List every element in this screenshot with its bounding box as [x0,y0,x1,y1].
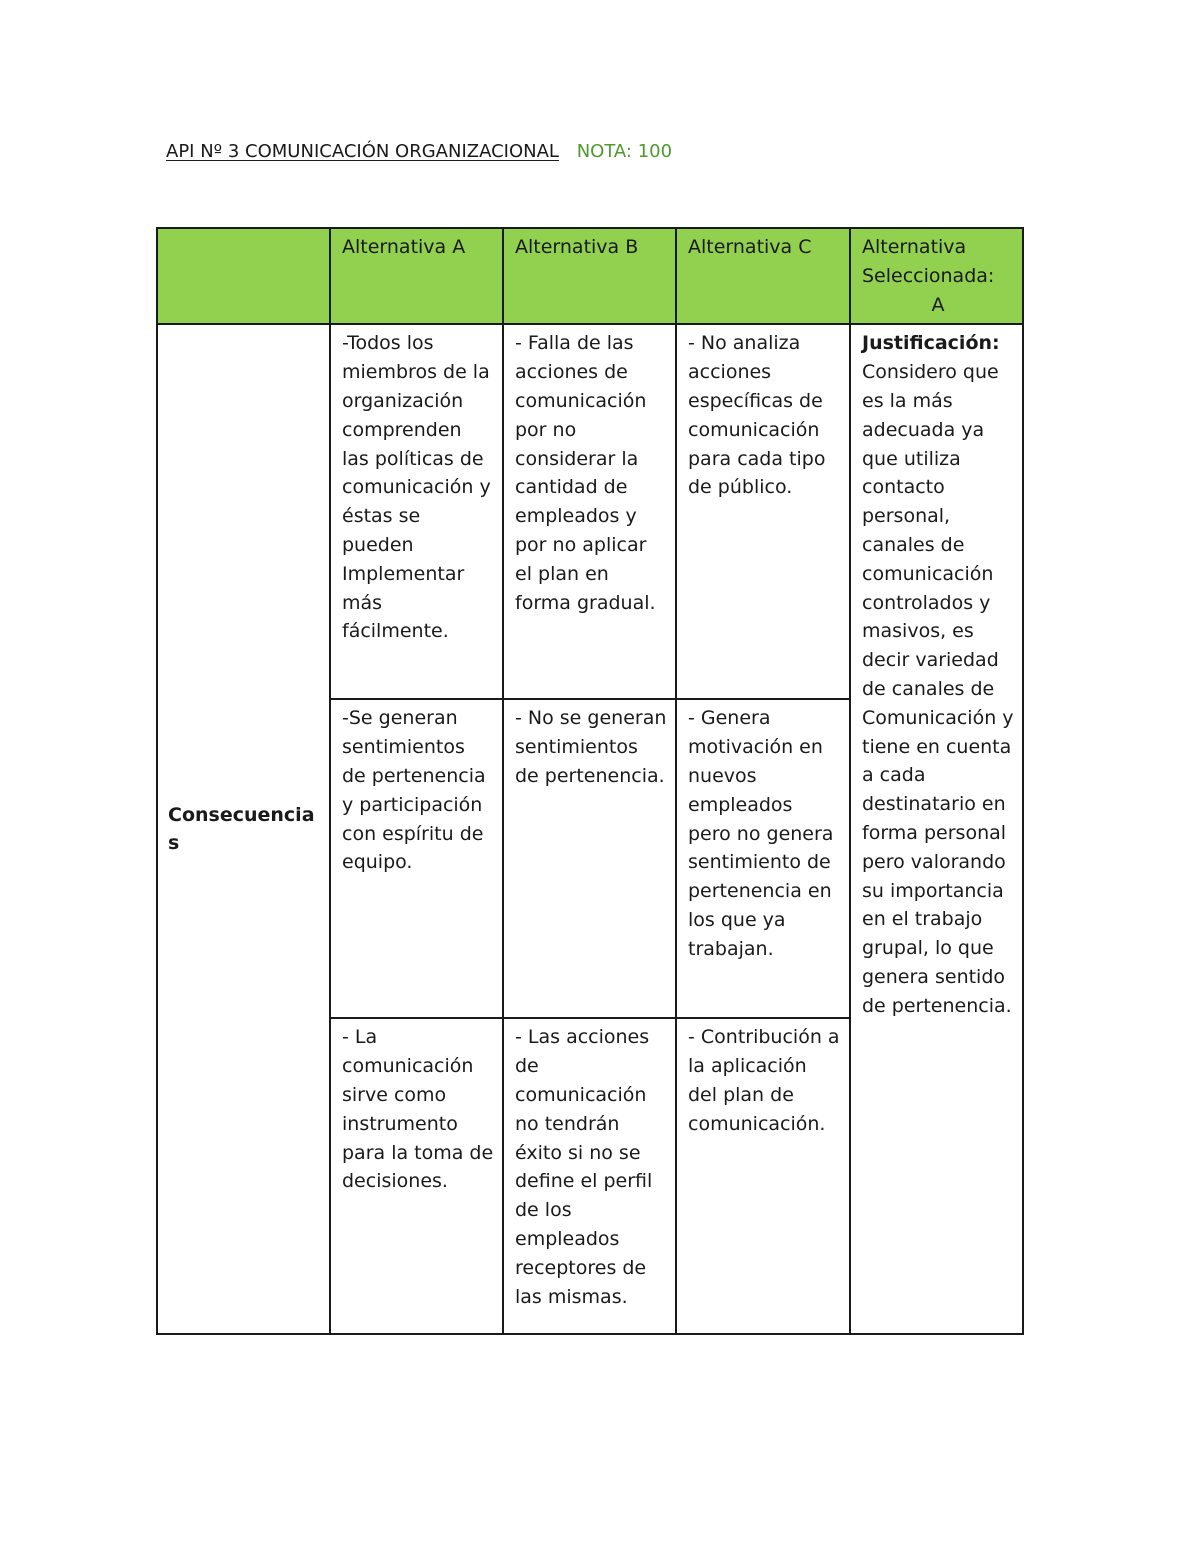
cell-alternative-b: - No se generan sentimientos de pertenencia. [503,699,676,1018]
cell-alternative-c: - No analiza acciones específicas de comunicación para cada tipo de público. [676,324,850,699]
grade-label: NOTA: 100 [576,141,673,162]
selected-alternative-label: Alternativa Seleccionada: [862,236,995,287]
alternatives-table [156,227,1024,1335]
header-cell-selected-alternative [850,228,1023,324]
document-title: API Nº 3 COMUNICACIÓN ORGANIZACIONAL [166,141,559,162]
justification-label: Justificación: [862,332,1000,355]
cell-alternative-a: -Todos los miembros de la organización comprenden las políticas de comunicación y éstas se pueden Implementar más fácilmente. [330,324,503,699]
table-row [157,324,1023,699]
cell-alternative-b: - Falla de las acciones de comunicación por no considerar la cantidad de empleados y por no aplicar el plan en forma gradual. [503,324,676,699]
cell-alternative-a: -Se generan sentimientos de pertenencia y participación con espíritu de equipo. [330,699,503,1018]
cell-alternative-a: - La comunicación sirve como instrumento para la toma de decisiones. [330,1018,503,1334]
header-cell-alternative-a: Alternativa A [330,228,503,324]
justification-text: Considero que es la más adecuada ya que utiliza contacto personal, canales de comunicación controlados y masivos, es decir variedad de canales de Comunicación y tiene en cuenta a cada destinatario en forma personal pero valorando su importancia en el trabajo grupal, lo que genera sentido de pertenencia. [862,361,1014,1017]
table-header-row [157,228,1023,324]
header-cell-empty [157,228,330,324]
selected-alternative-letter: A [931,293,945,316]
document-header [166,141,672,162]
cell-alternative-c: - Contribución a la aplicación del plan de comunicación. [676,1018,850,1334]
row-label-consequences: Consecuencias [157,324,330,1334]
header-cell-alternative-b: Alternativa B [503,228,676,324]
justification-cell [850,324,1023,1334]
header-cell-alternative-c: Alternativa C [676,228,850,324]
cell-alternative-c: - Genera motivación en nuevos empleados pero no genera sentimiento de pertenencia en los que ya trabajan. [676,699,850,1018]
cell-alternative-b: - Las acciones de comunicación no tendrán éxito si no se define el perfil de los empleados receptores de las mismas. [503,1018,676,1334]
